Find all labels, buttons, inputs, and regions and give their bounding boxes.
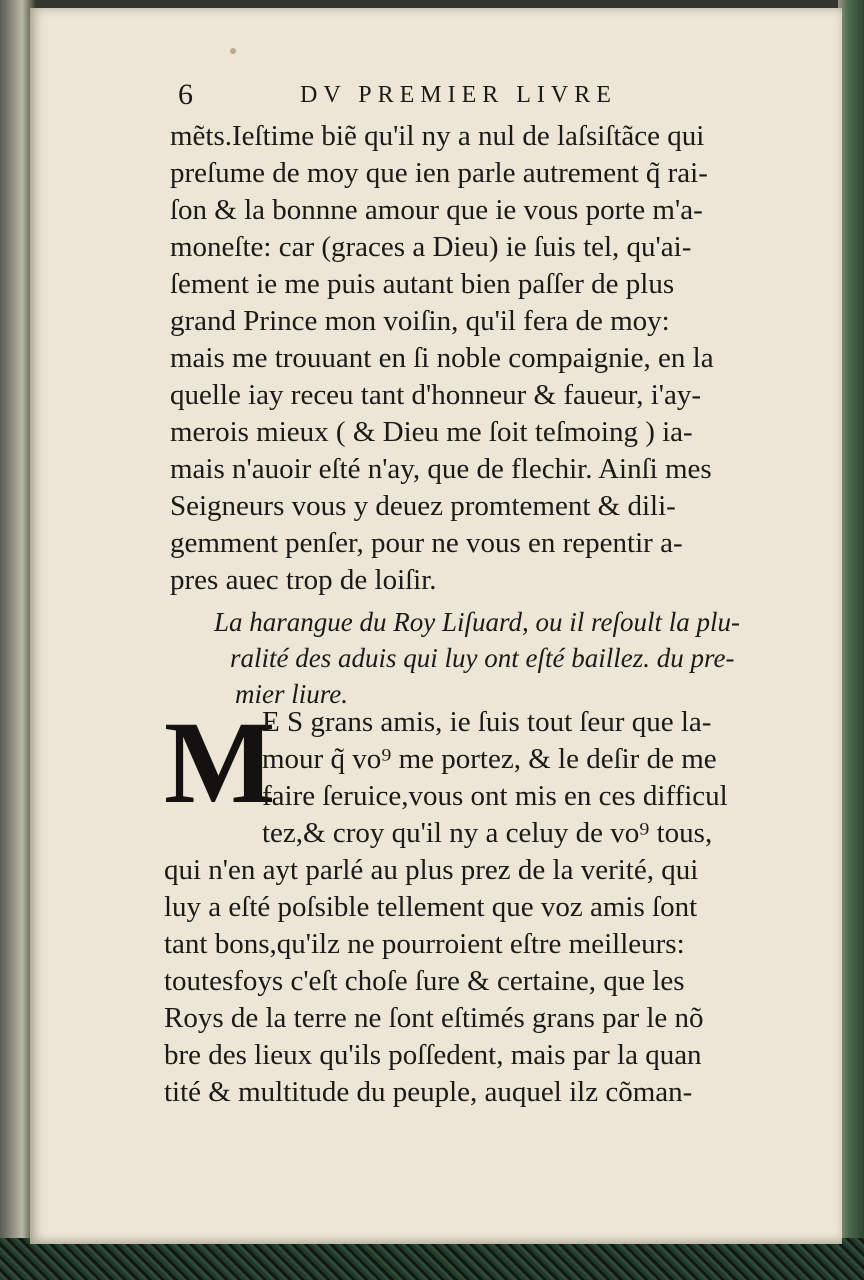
bottom-cloth	[0, 1238, 864, 1280]
text-line: gemment penſer, pour ne vous en repentir a-	[170, 527, 683, 559]
text-line: ſon & la bonnne amour que ie vous porte m'a-	[170, 194, 703, 226]
text-line: mais me trouuant en ſi noble compaignie, en la	[170, 342, 714, 374]
text-line: bre des lieux qu'ils poſſedent, mais par la quan	[164, 1039, 702, 1071]
text-line: merois mieux ( & Dieu me ſoit teſmoing ) ia-	[170, 416, 693, 448]
text-line: mẽts.Ieſtime biẽ qu'il ny a nul de laſsiſtãce qui	[170, 120, 705, 152]
text-line: pres auec trop de loiſir.	[170, 564, 437, 596]
text-line: tant bons,qu'ilz ne pourroient eſtre meilleurs:	[164, 928, 685, 960]
paper-wormhole	[230, 48, 236, 54]
rubric-line: mier liure.	[235, 679, 348, 709]
text-line: luy a eſté poſsible tellement que voz amis ſont	[164, 891, 698, 923]
running-head-title: DV PREMIER LIVRE	[300, 82, 617, 108]
text-line: moneſte: car (graces a Dieu) ie ſuis tel, qu'ai-	[170, 231, 692, 263]
text-line: faire ſeruice,vous ont mis en ces difficul	[262, 780, 728, 812]
text-line: toutesfoys c'eſt choſe ſure & certaine, que les	[164, 965, 685, 997]
text-line: grand Prince mon voiſin, qu'il fera de moy:	[170, 305, 670, 337]
text-line: preſume de moy que ien parle autrement q̃ rai-	[170, 157, 708, 189]
text-line: qui n'en ayt parlé au plus prez de la verité, qui	[164, 854, 699, 886]
text-line: tez,& croy qu'il ny a celuy de vo⁹ tous,	[262, 817, 713, 849]
text-line: quelle iay receu tant d'honneur & faueur, i'ay-	[170, 379, 702, 411]
rubric-line: La harangue du Roy Liſuard, ou il reſoult la plu-	[214, 607, 740, 637]
page-number: 6	[178, 78, 193, 111]
text-line: tité & multitude du peuple, auquel ilz cõman-	[164, 1076, 693, 1108]
text-line: E S grans amis, ie ſuis tout ſeur que la-	[262, 706, 712, 738]
text-line: Seigneurs vous y deuez promtement & dili-	[170, 490, 676, 522]
text-line: mour q̃ vo⁹ me portez, & le deſir de me	[262, 743, 717, 775]
text-line: mais n'auoir eſté n'ay, que de flechir. Ainſi mes	[170, 453, 712, 485]
drop-capital: M	[164, 697, 276, 828]
text-line: ſement ie me puis autant bien paſſer de plus	[170, 268, 675, 300]
rubric-line: ralité des aduis qui luy ont eſté baillez. du pre-	[230, 643, 735, 673]
text-line: Roys de la terre ne ſont eſtimés grans par le nõ	[164, 1002, 704, 1034]
